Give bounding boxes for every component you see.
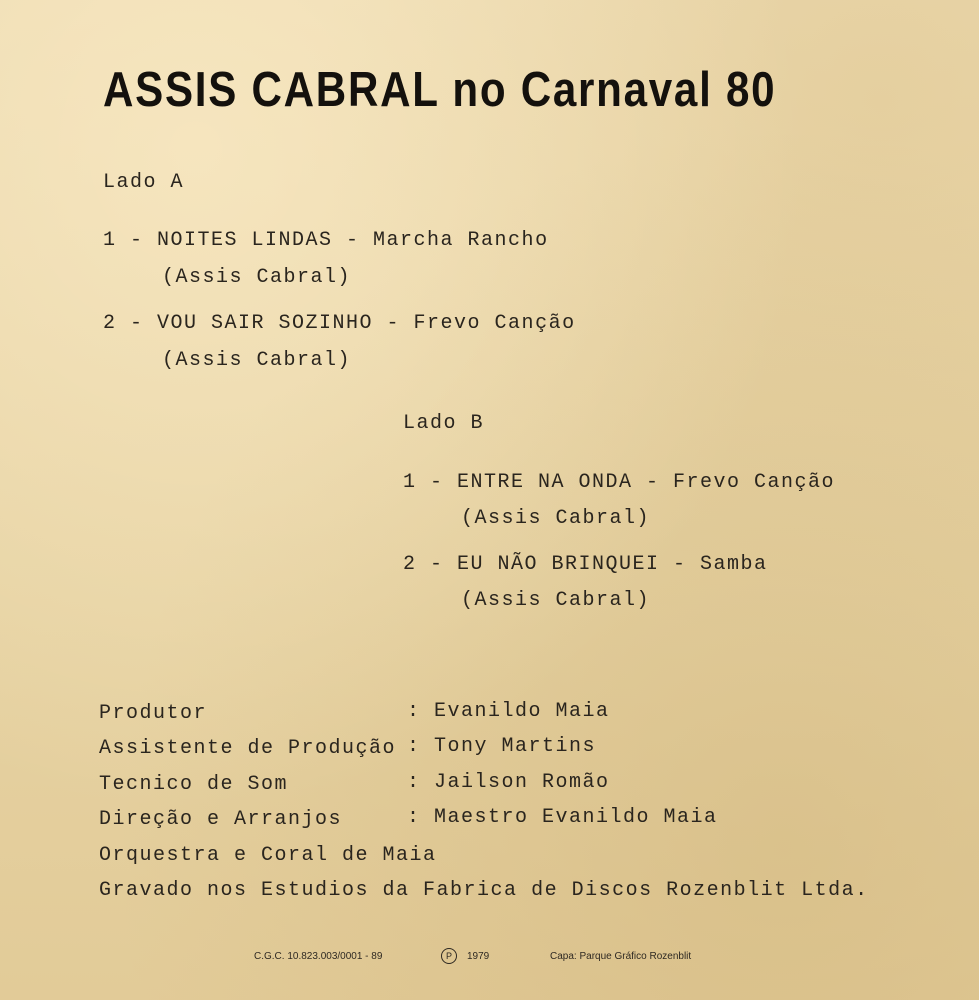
- side-a-track-2-title: 2 - VOU SAIR SOZINHO - Frevo Canção: [103, 312, 576, 335]
- phonogram-copyright-icon: P: [441, 948, 457, 964]
- credit-role-direction-arrangements: Direção e Arranjos: [99, 808, 343, 831]
- side-a-track-2-composer: (Assis Cabral): [162, 349, 352, 372]
- side-b-track-2-composer: (Assis Cabral): [461, 589, 651, 612]
- credit-name-direction-arrangements: : Maestro Evanildo Maia: [407, 806, 718, 829]
- side-b-track-1-title: 1 - ENTRE NA ONDA - Frevo Canção: [403, 471, 836, 494]
- credit-role-production-assistant: Assistente de Produção: [99, 737, 397, 760]
- credit-role-sound-technician: Tecnico de Som: [99, 773, 289, 796]
- album-title: ASSIS CABRAL no Carnaval 80: [103, 63, 777, 117]
- side-a-label: Lado A: [103, 171, 185, 194]
- credit-name-producer: : Evanildo Maia: [407, 700, 610, 723]
- credit-role-producer: Produtor: [99, 702, 208, 725]
- side-a-track-1-title: 1 - NOITES LINDAS - Marcha Rancho: [103, 229, 549, 252]
- credit-name-sound-technician: : Jailson Romão: [407, 771, 610, 794]
- release-year: 1979: [467, 951, 490, 962]
- side-b-track-1-composer: (Assis Cabral): [461, 507, 651, 530]
- cover-credit: Capa: Parque Gráfico Rozenblit: [550, 951, 692, 962]
- side-a-track-1-composer: (Assis Cabral): [162, 266, 352, 289]
- side-b-track-2-title: 2 - EU NÃO BRINQUEI - Samba: [403, 553, 768, 576]
- credit-recording-studio: Gravado nos Estudios da Fabrica de Discos Rozenblit Ltda.: [99, 879, 869, 902]
- credit-orchestra: Orquestra e Coral de Maia: [99, 844, 437, 867]
- credit-name-production-assistant: : Tony Martins: [407, 735, 597, 758]
- cgc-number: C.G.C. 10.823.003/0001 - 89: [254, 951, 383, 962]
- side-b-label: Lado B: [403, 412, 485, 435]
